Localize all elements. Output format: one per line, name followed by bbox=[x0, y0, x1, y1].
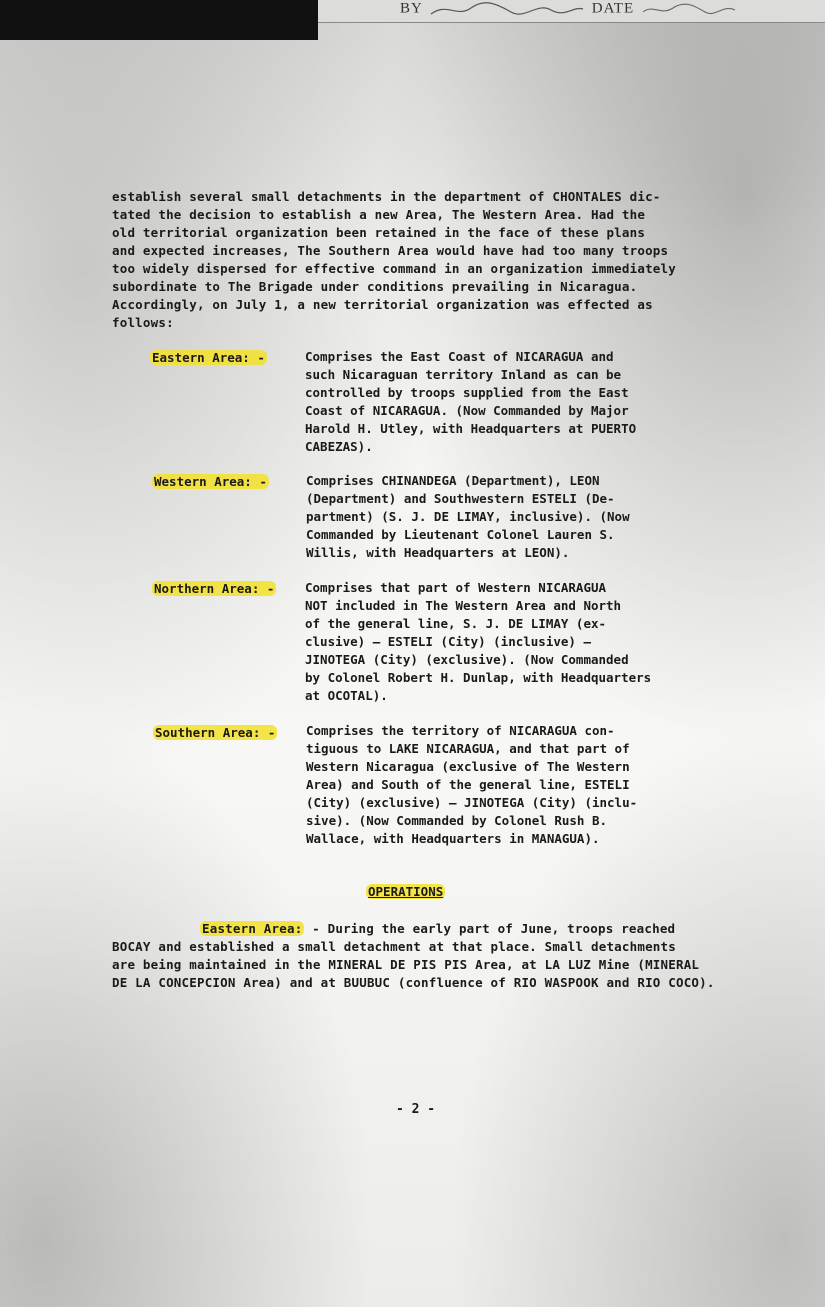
area-line: Coast of NICARAGUA. (Now Commanded by Major bbox=[305, 403, 629, 418]
area-description-western bbox=[306, 472, 630, 562]
stamp-by-label: BY bbox=[400, 0, 423, 17]
area-line: Western Nicaragua (exclusive of The Western bbox=[306, 759, 630, 774]
area-line: at OCOTAL). bbox=[305, 688, 388, 703]
area-line: Harold H. Utley, with Headquarters at PUERTO bbox=[305, 421, 637, 436]
area-line: such Nicaraguan territory Inland as can be bbox=[305, 367, 622, 382]
area-line: Comprises the territory of NICARAGUA con- bbox=[306, 723, 615, 738]
operations-line: are being maintained in the MINERAL DE PIS PIS Area, at LA LUZ Mine (MINERAL bbox=[112, 957, 700, 972]
operations-line: DE LA CONCEPCION Area) and at BUUBUC (confluence of RIO WASPOOK and RIO COCO). bbox=[112, 975, 715, 990]
intro-line: old territorial organization been retained in the face of these plans bbox=[112, 225, 646, 240]
signature-scribble bbox=[427, 0, 587, 18]
declassification-stamp bbox=[400, 0, 739, 18]
area-line: partment) (S. J. DE LIMAY, inclusive). (Now bbox=[306, 509, 630, 524]
intro-line: follows: bbox=[112, 315, 174, 330]
operations-first-line bbox=[112, 920, 715, 938]
area-line: (Department) and Southwestern ESTELI (De- bbox=[306, 491, 615, 506]
intro-line: tated the decision to establish a new Area, The Western Area. Had the bbox=[112, 207, 646, 222]
area-line: sive). (Now Commanded by Colonel Rush B. bbox=[306, 813, 608, 828]
intro-line: subordinate to The Brigade under conditions prevailing in Nicaragua. bbox=[112, 279, 638, 294]
area-line: NOT included in The Western Area and North bbox=[305, 598, 622, 613]
area-line: Willis, with Headquarters at LEON). bbox=[306, 545, 570, 560]
area-line: Wallace, with Headquarters in MANAGUA). bbox=[306, 831, 600, 846]
area-line: of the general line, S. J. DE LIMAY (ex- bbox=[305, 616, 607, 631]
area-description-northern bbox=[305, 579, 651, 705]
area-line: Area) and South of the general line, ESTELI bbox=[306, 777, 630, 792]
area-label-northern: Northern Area: - bbox=[154, 581, 275, 596]
area-line: Comprises CHINANDEGA (Department), LEON bbox=[306, 473, 600, 488]
area-description-eastern bbox=[305, 348, 636, 456]
intro-line: establish several small detachments in the department of CHONTALES dic- bbox=[112, 189, 661, 204]
area-line: tiguous to LAKE NICARAGUA, and that part of bbox=[306, 741, 630, 756]
operations-line: BOCAY and established a small detachment at that place. Small detachments bbox=[112, 939, 676, 954]
stamp-date-label: DATE bbox=[591, 0, 635, 17]
operations-area-label: Eastern Area: bbox=[202, 921, 303, 936]
area-line: by Colonel Robert H. Dunlap, with Headquarters bbox=[305, 670, 652, 685]
area-line: Comprises the East Coast of NICARAGUA and bbox=[305, 349, 614, 364]
page-number: - 2 - bbox=[396, 1102, 436, 1117]
area-line: JINOTEGA (City) (exclusive). (Now Commanded bbox=[305, 652, 629, 667]
area-line: Comprises that part of Western NICARAGUA bbox=[305, 580, 607, 595]
intro-line: Accordingly, on July 1, a new territorial organization was effected as bbox=[112, 297, 653, 312]
intro-line: too widely dispersed for effective command in an organization immediately bbox=[112, 261, 676, 276]
intro-paragraph bbox=[112, 188, 676, 332]
operations-line: - During the early part of June, troops reached bbox=[304, 921, 676, 936]
area-line: controlled by troops supplied from the East bbox=[305, 385, 629, 400]
area-label-western: Western Area: - bbox=[154, 474, 267, 489]
operations-heading: OPERATIONS bbox=[368, 884, 444, 899]
scan-border-black bbox=[0, 0, 318, 40]
intro-line: and expected increases, The Southern Area would have had too many troops bbox=[112, 243, 669, 258]
area-label-eastern: Eastern Area: - bbox=[152, 350, 265, 365]
area-line: Commanded by Lieutenant Colonel Lauren S. bbox=[306, 527, 615, 542]
area-line: CABEZAS). bbox=[305, 439, 373, 454]
area-label-southern: Southern Area: - bbox=[155, 725, 276, 740]
area-description-southern bbox=[306, 722, 637, 848]
date-scribble bbox=[639, 0, 739, 18]
area-line: (City) (exclusive) — JINOTEGA (City) (inclu- bbox=[306, 795, 638, 810]
area-line: clusive) — ESTELI (City) (inclusive) — bbox=[305, 634, 591, 649]
operations-paragraph bbox=[112, 920, 715, 992]
